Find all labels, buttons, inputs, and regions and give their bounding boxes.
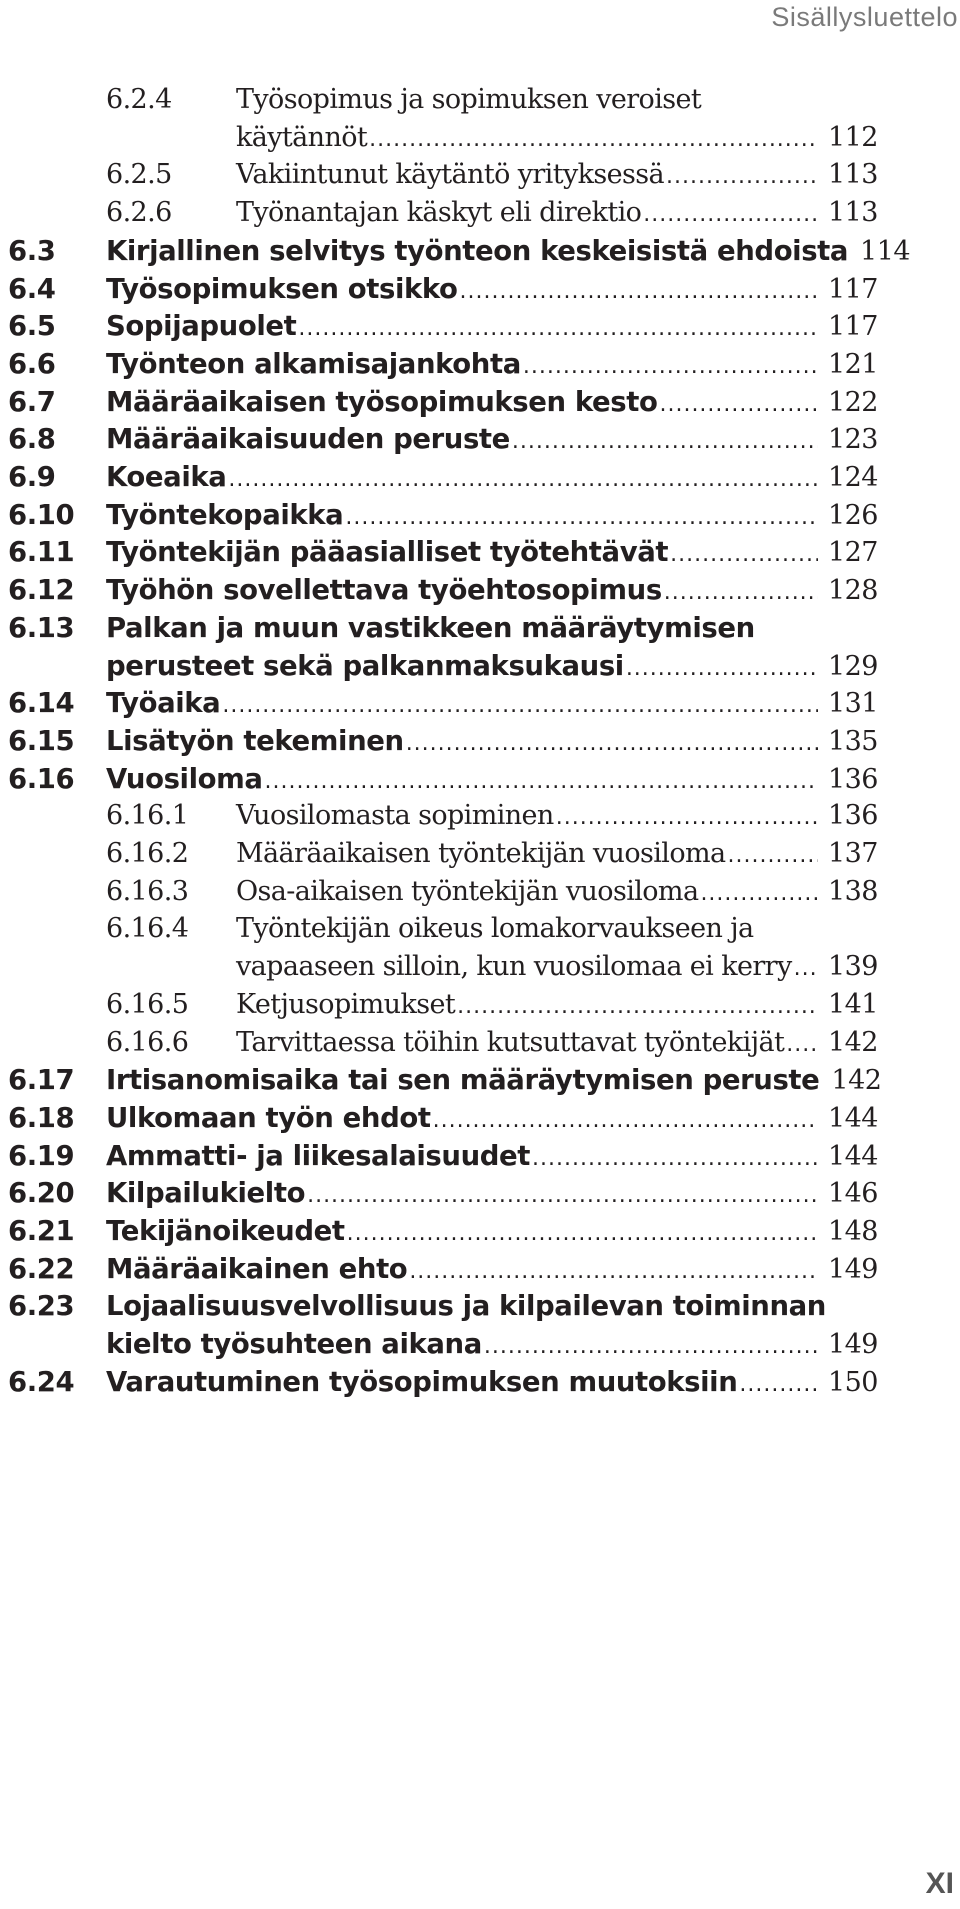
toc-entry-title: Työnantajan käskyt eli direktio (236, 197, 642, 229)
toc-entry-page: 117 (827, 273, 878, 305)
toc-entry-title: Työntekijän oikeus lomakorvaukseen ja (236, 913, 754, 945)
toc-entry-title: Työhön sovellettava työehtosopimus (106, 574, 662, 607)
toc-entry-title: Varautuminen työsopimuksen muutoksiin (106, 1365, 738, 1398)
toc-entry-title: Työnteon alkamisajankohta (106, 347, 521, 380)
toc-entry-title: Määräaikaisuuden peruste (106, 423, 510, 456)
toc-entry-page: 142 (831, 1065, 882, 1097)
toc-entry-page: 122 (827, 386, 878, 418)
toc-entry-page: 128 (827, 575, 878, 607)
toc-entry-title: Työntekijän pääasialliset työtehtävät (106, 536, 669, 569)
toc-entry-page: 129 (827, 650, 878, 682)
toc-entry-number: 6.14 (8, 687, 75, 720)
toc-entry-page: 136 (827, 763, 878, 795)
toc-entry-number: 6.16.1 (106, 800, 189, 832)
toc-entry-number: 6.16.6 (106, 1026, 189, 1058)
toc-entry-number: 6.16.5 (106, 988, 189, 1020)
toc-entry-page: 138 (827, 875, 878, 907)
toc-entry-title: Tarvittaessa töihin kutsuttavat työntekijät (236, 1026, 785, 1058)
dot-leader (739, 1360, 818, 1407)
toc-entry-page: 131 (827, 688, 878, 720)
toc-entry-page: 139 (827, 951, 878, 983)
toc-entry-number: 6.16.2 (106, 838, 189, 869)
toc-entry-title: Vuosiloma (106, 762, 263, 795)
toc-entry-title: vapaaseen silloin, kun vuosilomaa ei kerry (236, 951, 792, 983)
toc-entry-title: Kirjallinen selvitys työnteon keskeisistä ehdoista (106, 234, 849, 267)
toc-entry-page: 146 (827, 1178, 878, 1210)
toc-entry-page: 150 (827, 1366, 878, 1398)
toc-entry-page: 113 (827, 159, 878, 191)
toc-entry-number: 6.13 (8, 611, 75, 644)
toc-entry-title: Osa-aikaisen työntekijän vuosiloma (236, 875, 699, 907)
toc-entry-number: 6.22 (8, 1252, 75, 1285)
toc-entry-page: 123 (827, 424, 878, 456)
toc-entry-title: Kilpailukielto (106, 1177, 306, 1210)
running-head: Sisällysluettelo (771, 2, 958, 32)
toc-entry-page: 112 (827, 121, 878, 153)
toc-entry-number: 6.24 (8, 1365, 75, 1398)
toc-entry-number: 6.6 (8, 347, 56, 380)
toc-entry-number: 6.16 (8, 762, 75, 795)
toc-entry-number: 6.16.4 (106, 913, 189, 945)
toc-entry-page: 113 (827, 197, 878, 229)
toc-entry-page: 127 (827, 537, 878, 569)
toc-entry-page: 141 (827, 988, 878, 1020)
toc-entry-title: Tekijänoikeudet (106, 1215, 345, 1247)
toc-entry-title: käytännöt (236, 121, 368, 153)
toc-entry-title: perusteet sekä palkanmaksukausi (106, 649, 624, 682)
toc-entry-page: 126 (827, 499, 878, 531)
toc-entry-number: 6.10 (8, 498, 75, 531)
toc-entry-title: kielto työsuhteen aikana (106, 1328, 482, 1361)
toc-entry-page: 137 (827, 838, 878, 869)
toc-entry-number: 6.9 (8, 461, 56, 493)
toc-entry-number: 6.23 (8, 1290, 75, 1323)
toc-entry-number: 6.2.4 (106, 84, 172, 115)
toc-entry-title: Ketjusopimukset (236, 988, 456, 1020)
toc-entry-title: Sopijapuolet (106, 310, 297, 343)
toc-entry-title: Määräaikaisen työntekijän vuosiloma (236, 838, 726, 869)
toc-entry-number: 6.21 (8, 1215, 75, 1247)
toc-entry-number: 6.17 (8, 1064, 75, 1097)
toc-entry-title: Työsopimus ja sopimuksen veroiset (236, 84, 702, 115)
toc-entry-number: 6.20 (8, 1177, 75, 1210)
toc-entry-page: 124 (827, 462, 878, 493)
toc-entry-title: Vuosilomasta sopiminen (236, 800, 554, 832)
toc-entry-page: 144 (827, 1102, 878, 1134)
toc-entry-page: 148 (827, 1216, 878, 1247)
page-number: XI (925, 1867, 954, 1900)
toc-entry-title: Työntekopaikka (106, 498, 344, 531)
toc-entry-title: Lisätyön tekeminen (106, 724, 404, 757)
toc-entry-number: 6.5 (8, 310, 56, 343)
toc-entry-title: Määräaikainen ehto (106, 1252, 408, 1285)
toc-entry-title: Määräaikaisen työsopimuksen kesto (106, 385, 658, 418)
toc-entry-number: 6.4 (8, 272, 56, 305)
toc-entry-number: 6.16.3 (106, 875, 189, 907)
toc-entry-number: 6.11 (8, 536, 75, 569)
toc-entry-number: 6.2.6 (106, 197, 172, 229)
toc-entry-title: Työsopimuksen otsikko (106, 272, 458, 305)
toc-entry-number: 6.7 (8, 385, 56, 418)
toc-entry-page: 136 (827, 800, 878, 832)
toc-entry-page: 135 (827, 725, 878, 757)
toc-entry-number: 6.8 (8, 423, 56, 456)
toc-entry-title: Lojaalisuusvelvollisuus ja kilpailevan toiminnan (106, 1290, 826, 1323)
toc-entry-number: 6.18 (8, 1101, 75, 1134)
toc-entry-page: 149 (827, 1253, 878, 1285)
toc-entry-page: 114 (860, 235, 911, 267)
toc-entry-title: Irtisanomisaika tai sen määräytymisen peruste (106, 1064, 820, 1097)
toc-entry-title: Ulkomaan työn ehdot (106, 1101, 431, 1134)
toc-entry-title: Koeaika (106, 461, 227, 493)
toc-entry-page: 117 (827, 311, 878, 343)
toc-entry-title: Vakiintunut käytäntö yrityksessä (236, 159, 665, 191)
toc-entry-number: 6.19 (8, 1139, 75, 1172)
toc-entry-title: Työaika (106, 687, 221, 720)
toc-entry-title: Palkan ja muun vastikkeen määräytymisen (106, 611, 755, 644)
toc-entry-number: 6.12 (8, 574, 75, 607)
toc-entry-page: 142 (827, 1026, 878, 1058)
toc-entry-title: Ammatti- ja liikesalaisuudet (106, 1139, 531, 1172)
toc-entry-page: 121 (827, 348, 878, 380)
toc-entry-number: 6.2.5 (106, 159, 172, 191)
toc-entry-page: 144 (827, 1140, 878, 1172)
toc-entry-page: 149 (827, 1329, 878, 1361)
toc-entry-number: 6.15 (8, 724, 75, 757)
toc-entry-number: 6.3 (8, 234, 56, 267)
